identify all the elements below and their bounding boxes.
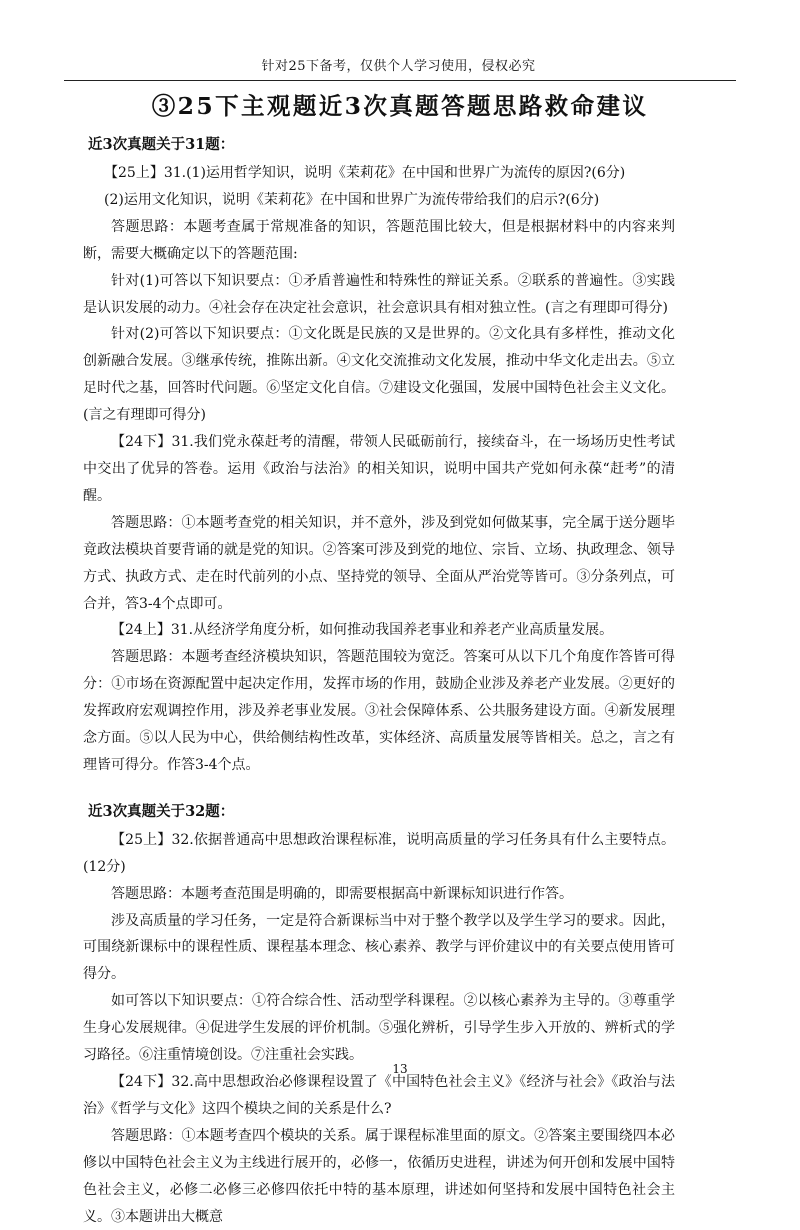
paragraph: 针对(2)可答以下知识要点：①文化既是民族的又是世界的。②文化具有多样性，推动文化创新融合发展。③继承传统，推陈出新。④文化交流推动文化发展，推动中华文化走出去。⑤立足时代之基，回答时代问题。⑥坚定文化自信。⑦建设文化强国，发展中国特色社会主义文化。(言之有理即可得分) <box>83 326 675 424</box>
section-heading-31: 近3次真题关于31题： <box>88 136 235 153</box>
paragraph: 针对(1)可答以下知识要点：①矛盾普遍性和特殊性的辩证关系。②联系的普遍性。③实践是认识发展的动力。④社会存在决定社会意识，社会意识具有相对独立性。(言之有理即可得分) <box>83 272 675 316</box>
section-gap <box>83 779 675 797</box>
paragraph: 涉及高质量的学习任务，一定是符合新课标当中对于整个教学以及学生学习的要求。因此，可围绕新课标中的课程性质、课程基本理念、核心素养、教学与评价建议中的有关要点使用皆可得分。 <box>83 912 675 983</box>
paragraph: 【25上】32.依据普通高中思想政治课程标准，说明高质量的学习任务具有什么主要特点。(12分) <box>83 831 675 875</box>
paragraph: 答题思路：本题考查经济模块知识，答题范围较为宽泛。答案可从以下几个角度作答皆可得分：①市场在资源配置中起决定作用，发挥市场的作用，鼓励企业涉及养老产业发展。②更好的发挥政府宏观调控作用，涉及养老事业发展。③社会保障体系、公共服务建设方面。④新发展理念方面。⑤以人民为中心，供给侧结构性改革，实体经济、高质量发展等皆相关。总之，言之有理皆可得分。作答3-4个点。 <box>83 649 675 773</box>
section-heading-32: 近3次真题关于32题： <box>88 802 235 820</box>
paragraph: 如可答以下知识要点：①符合综合性、活动型学科课程。②以核心素养为主导的。③尊重学生身心发展规律。④促进学生发展的评价机制。⑤强化辨析，引导学生步入开放的、辨析式的学习路径。⑥注重情境创设。⑦注重社会实践。 <box>83 993 675 1064</box>
header-rule <box>64 80 736 81</box>
paragraph: 答题思路：①本题考查党的相关知识，并不意外，涉及到党如何做某事，完全属于送分题毕竟政法模块首要背诵的就是党的知识。②答案可涉及到党的地位、宗旨、立场、执政理念、领导方式、执政方式、走在时代前列的小点、坚持党的领导、全面从严治党等皆可。③分条列点，可合并，答3-4个点即可。 <box>83 514 675 612</box>
page-header-note: 针对25下备考，仅供个人学习使用，侵权必究 <box>261 59 536 74</box>
page-number: 13 <box>392 1062 408 1076</box>
paragraph: 【24下】32.高中思想政治必修课程设置了《中国特色社会主义》《经济与社会》《政治与法治》《哲学与文化》这四个模块之间的关系是什么? <box>83 1074 675 1117</box>
page-title: ③25下主观题近3次真题答题思路救命建议 <box>151 92 649 120</box>
paragraph: (2)运用文化知识，说明《茉莉花》在中国和世界广为流传带给我们的启示?(6分) <box>104 191 600 208</box>
paragraph: 答题思路：①本题考查四个模块的关系。属于课程标准里面的原文。②答案主要围绕四本必修以中国特色社会主义为主线进行展开的，必修一，依循历史进程，讲述为何开创和发展中国特色社会主义，必修二必修三必修四依托中特的基本原理，讲述如何坚持和发展中国特色社会主义。③本题讲出大概意 <box>83 1127 675 1225</box>
paragraph: 【25上】31.(1)运用哲学知识，说明《茉莉花》在中国和世界广为流传的原因?(6分) <box>104 165 626 181</box>
paragraph: 答题思路：本题考查属于常规准备的知识，答题范围比较大，但是根据材料中的内容来判断，需要大概确定以下的答题范围: <box>83 218 675 262</box>
paragraph: 【24下】31.我们党永葆赶考的清醒，带领人民砥砺前行，接续奋斗，在一场场历史性考试中交出了优异的答卷。运用《政治与法治》的相关知识，说明中国共产党如何永葆“赶考”的清醒。 <box>83 434 675 504</box>
paragraph: 【24上】31.从经济学角度分析，如何推动我国养老事业和养老产业高质量发展。 <box>111 622 614 639</box>
paragraph: 答题思路：本题考查范围是明确的，即需要根据高中新课标知识进行作答。 <box>111 885 573 902</box>
